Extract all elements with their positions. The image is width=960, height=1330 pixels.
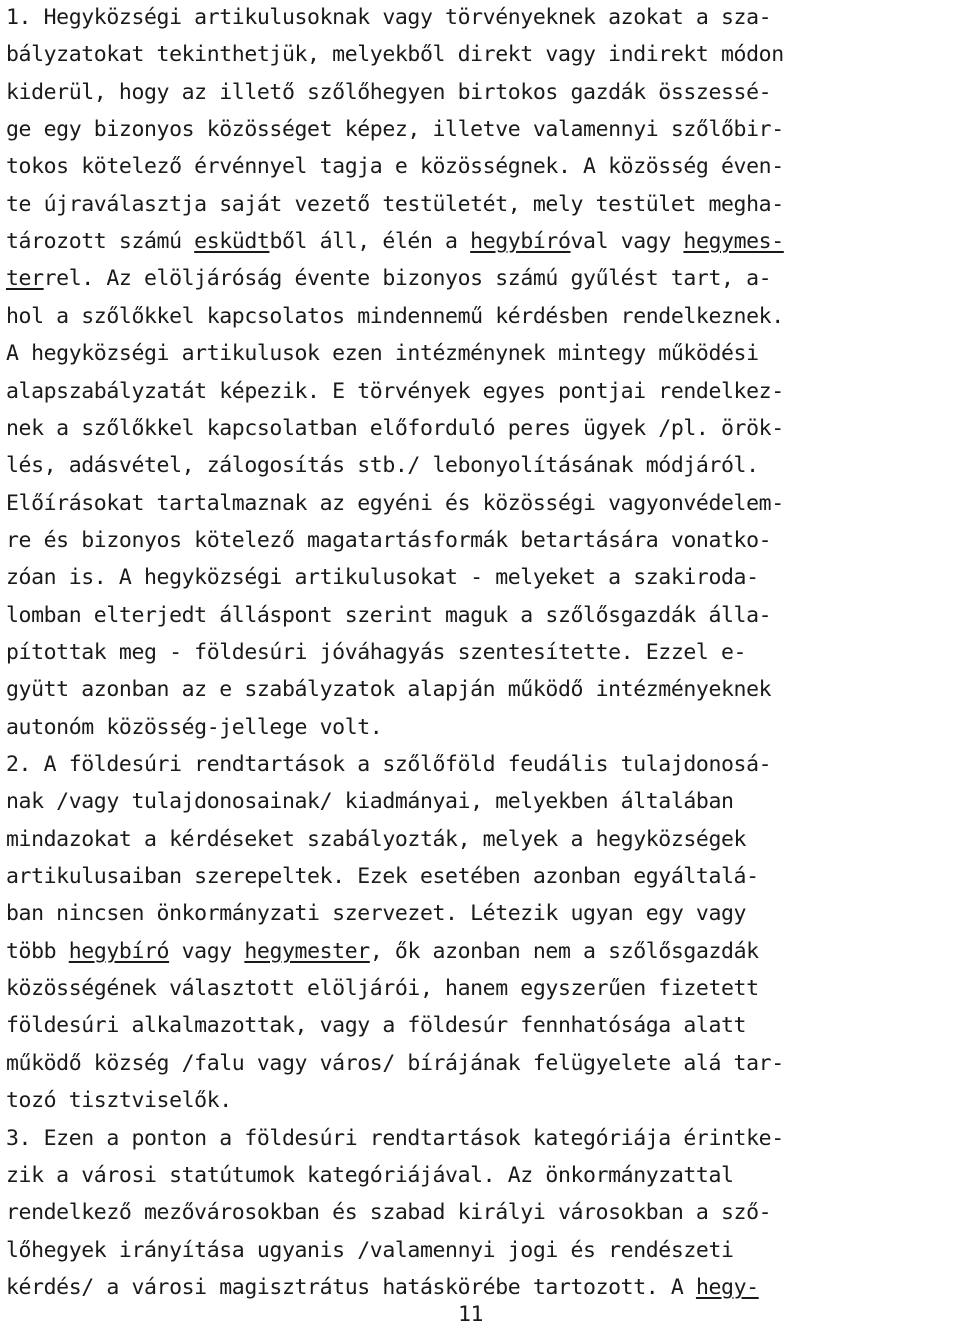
underlined-term: hegymes- xyxy=(683,229,784,255)
text-line xyxy=(6,299,784,335)
text-segment: bályzatokat tekinthetjük, melyekből direkt vagy indirekt módon xyxy=(6,42,784,68)
underlined-term: esküdt xyxy=(194,229,270,255)
text-line xyxy=(6,1046,784,1082)
text-line xyxy=(6,747,771,783)
text-segment: ban nincsen önkormányzati szervezet. Létezik ugyan egy vagy xyxy=(6,901,747,927)
text-segment: 3. Ezen a ponton a földesúri rendtartások kategóriája érintke- xyxy=(6,1125,784,1151)
text-line xyxy=(6,187,784,223)
text-segment: nak /vagy tulajdonosainak/ kiadmányai, melyekben általában xyxy=(6,789,734,815)
text-line xyxy=(6,224,784,260)
text-line xyxy=(6,1158,734,1194)
text-line xyxy=(6,1195,771,1231)
text-segment: több xyxy=(6,938,69,964)
page-number: 11 xyxy=(458,1302,484,1327)
text-line xyxy=(6,896,746,932)
text-line xyxy=(6,37,784,73)
text-segment: A hegyközségi artikulusok ezen intézménynek mintegy működési xyxy=(6,341,759,367)
text-segment: alapszabályzatát képezik. E törvények egyes pontjai rendelkez- xyxy=(6,378,784,404)
text-line xyxy=(6,336,759,372)
text-segment: , ők azonban nem a szőlősgazdák xyxy=(369,938,759,964)
text-segment: Előírásokat tartalmaznak az egyéni és közösségi vagyonvédelem- xyxy=(6,490,784,516)
text-segment: zik a városi statútumok kategóriájával. Az önkormányzattal xyxy=(6,1162,734,1188)
text-segment: mindazokat a kérdéseket szabályozták, melyek a hegyközségek xyxy=(6,826,747,852)
text-segment: te újraválasztja saját vezető testületét, mely testület megha- xyxy=(6,191,784,217)
text-line xyxy=(6,1008,746,1044)
text-line xyxy=(6,374,784,410)
text-line xyxy=(6,149,784,185)
text-line xyxy=(6,0,771,36)
underlined-term: hegymester xyxy=(244,938,370,964)
text-line xyxy=(6,672,771,708)
underlined-term: hegybíró xyxy=(470,229,571,255)
text-segment: rendelkező mezővárosokban és szabad királyi városokban a sző- xyxy=(6,1200,772,1226)
text-line xyxy=(6,934,759,970)
underlined-term: ter xyxy=(6,266,44,292)
text-line xyxy=(6,523,771,559)
text-line xyxy=(6,710,382,746)
text-segment: kiderül, hogy az illető szőlőhegyen birtokos gazdák összessé- xyxy=(6,79,772,105)
text-line xyxy=(6,598,771,634)
text-line xyxy=(6,448,759,484)
text-line xyxy=(6,971,759,1007)
text-segment: 2. A földesúri rendtartások a szőlőföld feudális tulajdonosá- xyxy=(6,752,772,777)
underlined-term: hegy- xyxy=(695,1274,759,1300)
text-line xyxy=(6,486,784,522)
text-segment: gyütt azonban az e szabályzatok alapján működő intézményeknek xyxy=(6,677,772,703)
text-segment: autonóm közösség-jellege volt. xyxy=(6,714,383,740)
text-segment: hol a szőlőkkel kapcsolatos mindennemű kérdésben rendelkeznek. xyxy=(6,303,784,329)
text-segment: kérdés/ a városi magisztrátus hatáskörébe tartozott. A xyxy=(6,1274,696,1300)
text-line xyxy=(6,859,759,895)
text-segment: vagy xyxy=(169,938,245,964)
text-line xyxy=(6,411,784,447)
text-line xyxy=(6,1121,784,1157)
text-segment: lomban elterjedt álláspont szerint maguk a szőlősgazdák álla- xyxy=(6,602,772,628)
text-line xyxy=(6,1083,232,1119)
text-segment: artikulusaiban szerepeltek. Ezek esetében azonban egyáltalá- xyxy=(6,864,759,890)
text-segment: re és bizonyos kötelező magatartásformák betartására vonatko- xyxy=(6,527,772,553)
text-segment: ge egy bizonyos közösséget képez, illetve valamennyi szőlőbir- xyxy=(6,117,784,143)
text-segment: pítottak meg - földesúri jóváhagyás szentesítette. Ezzel e- xyxy=(6,639,747,665)
text-segment: földesúri alkalmazottak, vagy a földesúr fennhatósága alatt xyxy=(6,1013,747,1039)
text-line xyxy=(6,635,746,671)
text-segment: nek a szőlőkkel kapcsolatban előforduló peres ügyek /pl. örök- xyxy=(6,415,784,441)
text-segment: val vagy xyxy=(570,229,684,255)
text-segment: tozó tisztviselők. xyxy=(6,1088,232,1114)
text-line xyxy=(6,560,759,596)
text-segment: közösségének választott elöljárói, hanem egyszerűen fizetett xyxy=(6,976,759,1002)
text-line xyxy=(6,784,734,820)
text-segment: tokos kötelező érvénnyel tagja e közösségnek. A közösség éven- xyxy=(6,154,784,180)
text-segment: lőhegyek irányítása ugyanis /valamennyi jogi és rendészeti xyxy=(6,1237,734,1263)
text-line xyxy=(6,261,771,297)
text-segment: zóan is. A hegyközségi artikulusokat - melyeket a szakiroda- xyxy=(6,565,759,591)
text-segment: működő község /falu vagy város/ bírájának felügyelete alá tar- xyxy=(6,1050,784,1076)
text-line xyxy=(6,1270,759,1306)
text-segment: ből áll, élén a xyxy=(269,229,471,255)
underlined-term: hegybíró xyxy=(68,938,170,964)
text-segment: tározott számú xyxy=(6,229,195,255)
text-line xyxy=(6,75,771,111)
text-line xyxy=(6,822,746,858)
text-segment: rel. Az elöljáróság évente bizonyos számú gyűlést tart, a- xyxy=(43,266,772,292)
text-segment: 1. Hegyközségi artikulusoknak vagy törvényeknek azokat a sza- xyxy=(6,5,772,30)
text-segment: lés, adásvétel, zálogosítás stb./ lebonyolításának módjáról. xyxy=(6,453,759,479)
document-page xyxy=(6,0,954,1330)
text-line xyxy=(6,112,784,148)
text-line xyxy=(6,1233,734,1269)
